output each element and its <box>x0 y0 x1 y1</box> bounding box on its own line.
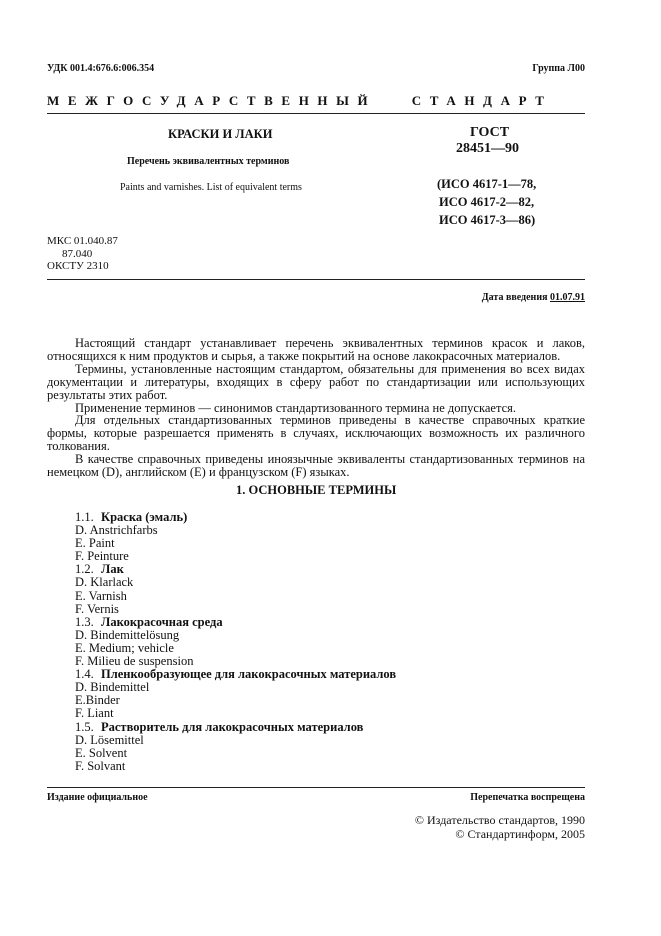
term-number: 1.1. <box>75 510 94 524</box>
iso-ref: (ИСО 4617-1—78, <box>437 177 537 191</box>
term-en: E.Binder <box>75 693 120 708</box>
term-name: Лакокрасочная среда <box>101 614 223 629</box>
term-heading <box>75 616 396 629</box>
reprint-notice: Перепечатка воспрещена <box>470 792 585 803</box>
classifiers <box>47 235 118 273</box>
paragraph: Настоящий стандарт устанавливает перечень эквивалентных терминов красок и лаков, относящихся к ним продуктов и сырья, а также покрытий на основе лакокрасочных материалов. <box>47 336 585 363</box>
term-de: D. Klarlack <box>75 575 134 590</box>
standard-banner: МЕЖГОСУДАРСТВЕННЫЙ СТАНДАРТ <box>47 93 553 108</box>
term-fr: F. Solvant <box>75 758 126 773</box>
classifier-rule <box>47 279 585 280</box>
title-subtitle: Перечень эквивалентных терминов <box>127 156 290 167</box>
classifier-mks-2: 87.040 <box>62 247 93 260</box>
paragraph: Для отдельных стандартизованных терминов приведены в качестве справочных краткие формы, которые разрешается применять в случаях, исключающих возможность их различного толкования. <box>47 413 585 454</box>
term-de: D. Anstrichfarbs <box>75 523 158 538</box>
term-name: Краска (эмаль) <box>101 510 188 524</box>
term-en: E. Varnish <box>75 588 127 603</box>
term-name: Пленкообразующее для лакокрасочных материалов <box>101 667 397 682</box>
copyright-2: © Стандартинформ, 2005 <box>455 827 585 841</box>
paragraph: Термины, установленные настоящим стандартом, обязательны для применения во всех видах документации и литературы, входящих в сферу работ по стандартизации или использующих результаты этих работ. <box>47 361 585 402</box>
iso-references <box>437 175 536 229</box>
paragraph: В качестве справочных приведены иноязычные эквиваленты стандартизованных терминов на немецком (D), английском (E) и французском (F) языках. <box>47 452 585 480</box>
term-de: D. Bindemittelösung <box>75 627 180 642</box>
iso-ref: ИСО 4617-3—86) <box>439 213 536 227</box>
term-name: Лак <box>101 562 124 577</box>
intro-date-value: 01.07.91 <box>550 292 585 303</box>
term-de: D. Lösemittel <box>75 732 144 747</box>
term-fr: F. Liant <box>75 706 114 721</box>
intro-paragraphs <box>47 337 585 479</box>
copyright-1: © Издательство стандартов, 1990 <box>414 813 585 827</box>
classifier-mks: МКС 01.040.87 <box>47 235 118 247</box>
group-code: Группа Л00 <box>532 63 585 74</box>
title-en: Paints and varnishes. List of equivalent terms <box>120 182 302 193</box>
term-fr: F. Peinture <box>75 549 129 564</box>
term-number: 1.5. <box>75 719 94 734</box>
term-number: 1.4. <box>75 667 94 682</box>
term-number: 1.3. <box>75 614 94 629</box>
term-number: 1.2. <box>75 562 94 577</box>
paragraph: Применение терминов — синонимов стандартизованного термина не допускается. <box>75 400 516 415</box>
term-name: Растворитель для лакокрасочных материалов <box>101 719 364 734</box>
term-de: D. Bindemittel <box>75 680 150 695</box>
udk-code: УДК 001.4:676.6:006.354 <box>47 63 155 74</box>
term-fr: F. Milieu de suspension <box>75 654 194 669</box>
term-fr: F. Vernis <box>75 601 119 616</box>
gost-label: ГОСТ <box>470 125 510 140</box>
intro-date <box>482 292 585 303</box>
term-heading <box>75 721 396 734</box>
title-ru: КРАСКИ И ЛАКИ <box>168 127 273 141</box>
intro-date-label: Дата введения <box>481 292 548 303</box>
classifier-oksty: ОКСТУ 2310 <box>47 260 109 272</box>
section-title: 1. ОСНОВНЫЕ ТЕРМИНЫ <box>236 483 397 497</box>
term-en: E. Solvent <box>75 745 128 760</box>
terms-list <box>75 511 396 773</box>
official-edition: Издание официальное <box>47 792 148 803</box>
iso-ref: ИСО 4617-2—82, <box>439 195 535 209</box>
term-en: E. Paint <box>75 536 115 551</box>
term-en: E. Medium; vehicle <box>75 640 174 655</box>
header-rule <box>47 113 585 114</box>
gost-number: 28451—90 <box>456 141 519 156</box>
footer-rule <box>47 787 585 788</box>
